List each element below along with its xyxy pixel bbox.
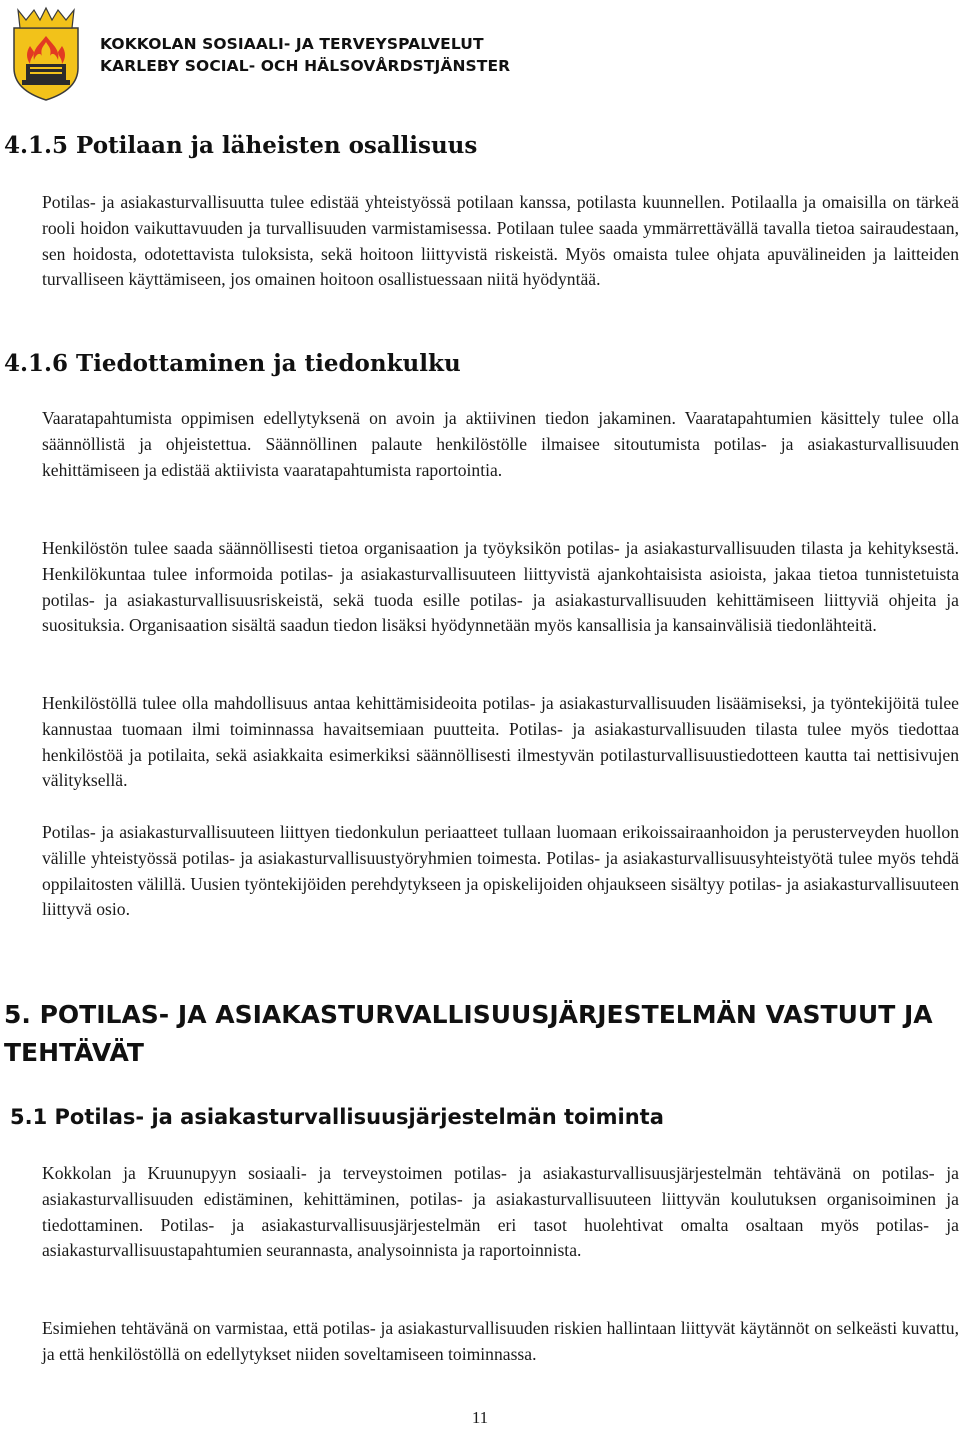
coat-of-arms-icon [8,6,84,102]
paragraph-4-1-6-4: Potilas- ja asiakasturvallisuuteen liittyen tiedonkulun periaatteet tullaan luomaan erikoissairaanhoidon ja perusterveyden huollon välille yhteistyössä potilas- ja asiakasturvallisuustyöryhmien toimesta. Potilas- ja asiakasturvallisuusyhteistyötä tulee myös tehdä oppilaitosten välillä. Uusien työntekijöiden perehdytykseen ja opiskelijoiden ohjaukseen sisältyy potilas- ja asiakasturvallisuuteen liittyvä osio. [42,822,959,920]
paragraph-4-1-6-3: Henkilöstöllä tulee olla mahdollisuus antaa kehittämisideoita potilas- ja asiakasturvallisuuden lisäämiseksi, ja työntekijöitä tulee kannustaa tuomaan ilmi toiminnassa havaitsemiaan puutteita. Potilas- ja asiakasturvallisuuden tilasta tulee myös tiedottaa henkilöstöä ja potilaita, sekä asiakkaita esimerkiksi säännöllisesti ilmestyvän potilasturvallisuustiedotteen kautta tai nettisivujen välityksellä. [42,693,959,791]
paragraph-4-1-6-2: Henkilöstön tulee saada säännöllisesti tietoa organisaation ja työyksikön potilas- ja asiakasturvallisuuden tilasta ja kehityksestä. Henkilökuntaa tulee informoida potilas- ja asiakasturvallisuuteen liittyvistä ajankohtaisista asioista, jakaa tietoa tunnistetuista potilas- ja asiakasturvallisuusriskeistä, sekä tuoda esille potilas- ja asiakasturvallisuuden kehittämiseen liittyviä ohjeita ja suosituksia. Organisaation sisältä saadun tiedon lisäksi hyödynnetään myös kansallisia ja kansainvälisiä tiedonlähteitä. [42,538,959,636]
page-number: 11 [471,1408,489,1427]
document-header [8,6,948,106]
organization-name-finnish: KOKKOLAN SOSIAALI- JA TERVEYSPALVELUT [100,35,484,53]
paragraph-5-1-1: Kokkolan ja Kruunupyyn sosiaali- ja terveystoimen potilas- ja asiakasturvallisuusjärjestelmän tehtävänä on potilas- ja asiakasturvallisuuden edistäminen, kehittäminen, potilas- ja asiakasturvallisuuteen liittyvän koulutuksen organisoiminen ja tiedottaminen. Potilas- ja asiakasturvallisuusjärjestelmän eri tasot huolehtivat omalta osaltaan myös potilas- ja asiakasturvallisuustapahtumien seurannasta, analysoinnista ja raportoinnista. [42,1163,959,1261]
heading-5-1: 5.1 Potilas- ja asiakasturvallisuusjärjestelmän toiminta [10,1105,664,1129]
heading-4-1-5: 4.1.5 Potilaan ja läheisten osallisuus [4,132,478,159]
heading-4-1-6: 4.1.6 Tiedottaminen ja tiedonkulku [4,350,461,377]
organization-name-swedish: KARLEBY SOCIAL- OCH HÄLSOVÅRDSTJÄNSTER [100,57,511,75]
heading-5: 5. POTILAS- JA ASIAKASTURVALLISUUSJÄRJESTELMÄN VASTUUT JA TEHTÄVÄT [4,1000,933,1067]
paragraph-4-1-5-1: Potilas- ja asiakasturvallisuutta tulee edistää yhteistyössä potilaan kanssa, potilasta kuunnellen. Potilaalla ja omaisilla on tärkeä rooli hoidon vaikuttavuuden ja turvallisuuden varmistamisessa. Potilaan tulee saada ymmärrettävällä tavalla tietoa sairaudestaan, sen hoidosta, odotettavista tuloksista, sekä hoitoon liittyvistä riskeistä. Myös omaista tulee ohjata apuvälineiden ja laitteiden turvalliseen käyttämiseen, jos omainen hoitoon osallistuessaan niitä hyödyntää. [42,192,959,290]
paragraph-4-1-6-1: Vaaratapahtumista oppimisen edellytyksenä on avoin ja aktiivinen tiedon jakaminen. Vaaratapahtumien käsittely tulee olla säännöllistä ja ohjeistettua. Säännöllinen palaute henkilöstölle ilmaisee sitoutumista potilas- ja asiakasturvallisuuden kehittämiseen ja edistää aktiivista vaaratapahtumista raportointia. [42,408,959,480]
paragraph-5-1-2: Esimiehen tehtävänä on varmistaa, että potilas- ja asiakasturvallisuuden riskien hallintaan liittyvät käytännöt on selkeästi kuvattu, ja että henkilöstöllä on edellytykset niiden soveltamiseen toiminnassa. [42,1318,959,1364]
